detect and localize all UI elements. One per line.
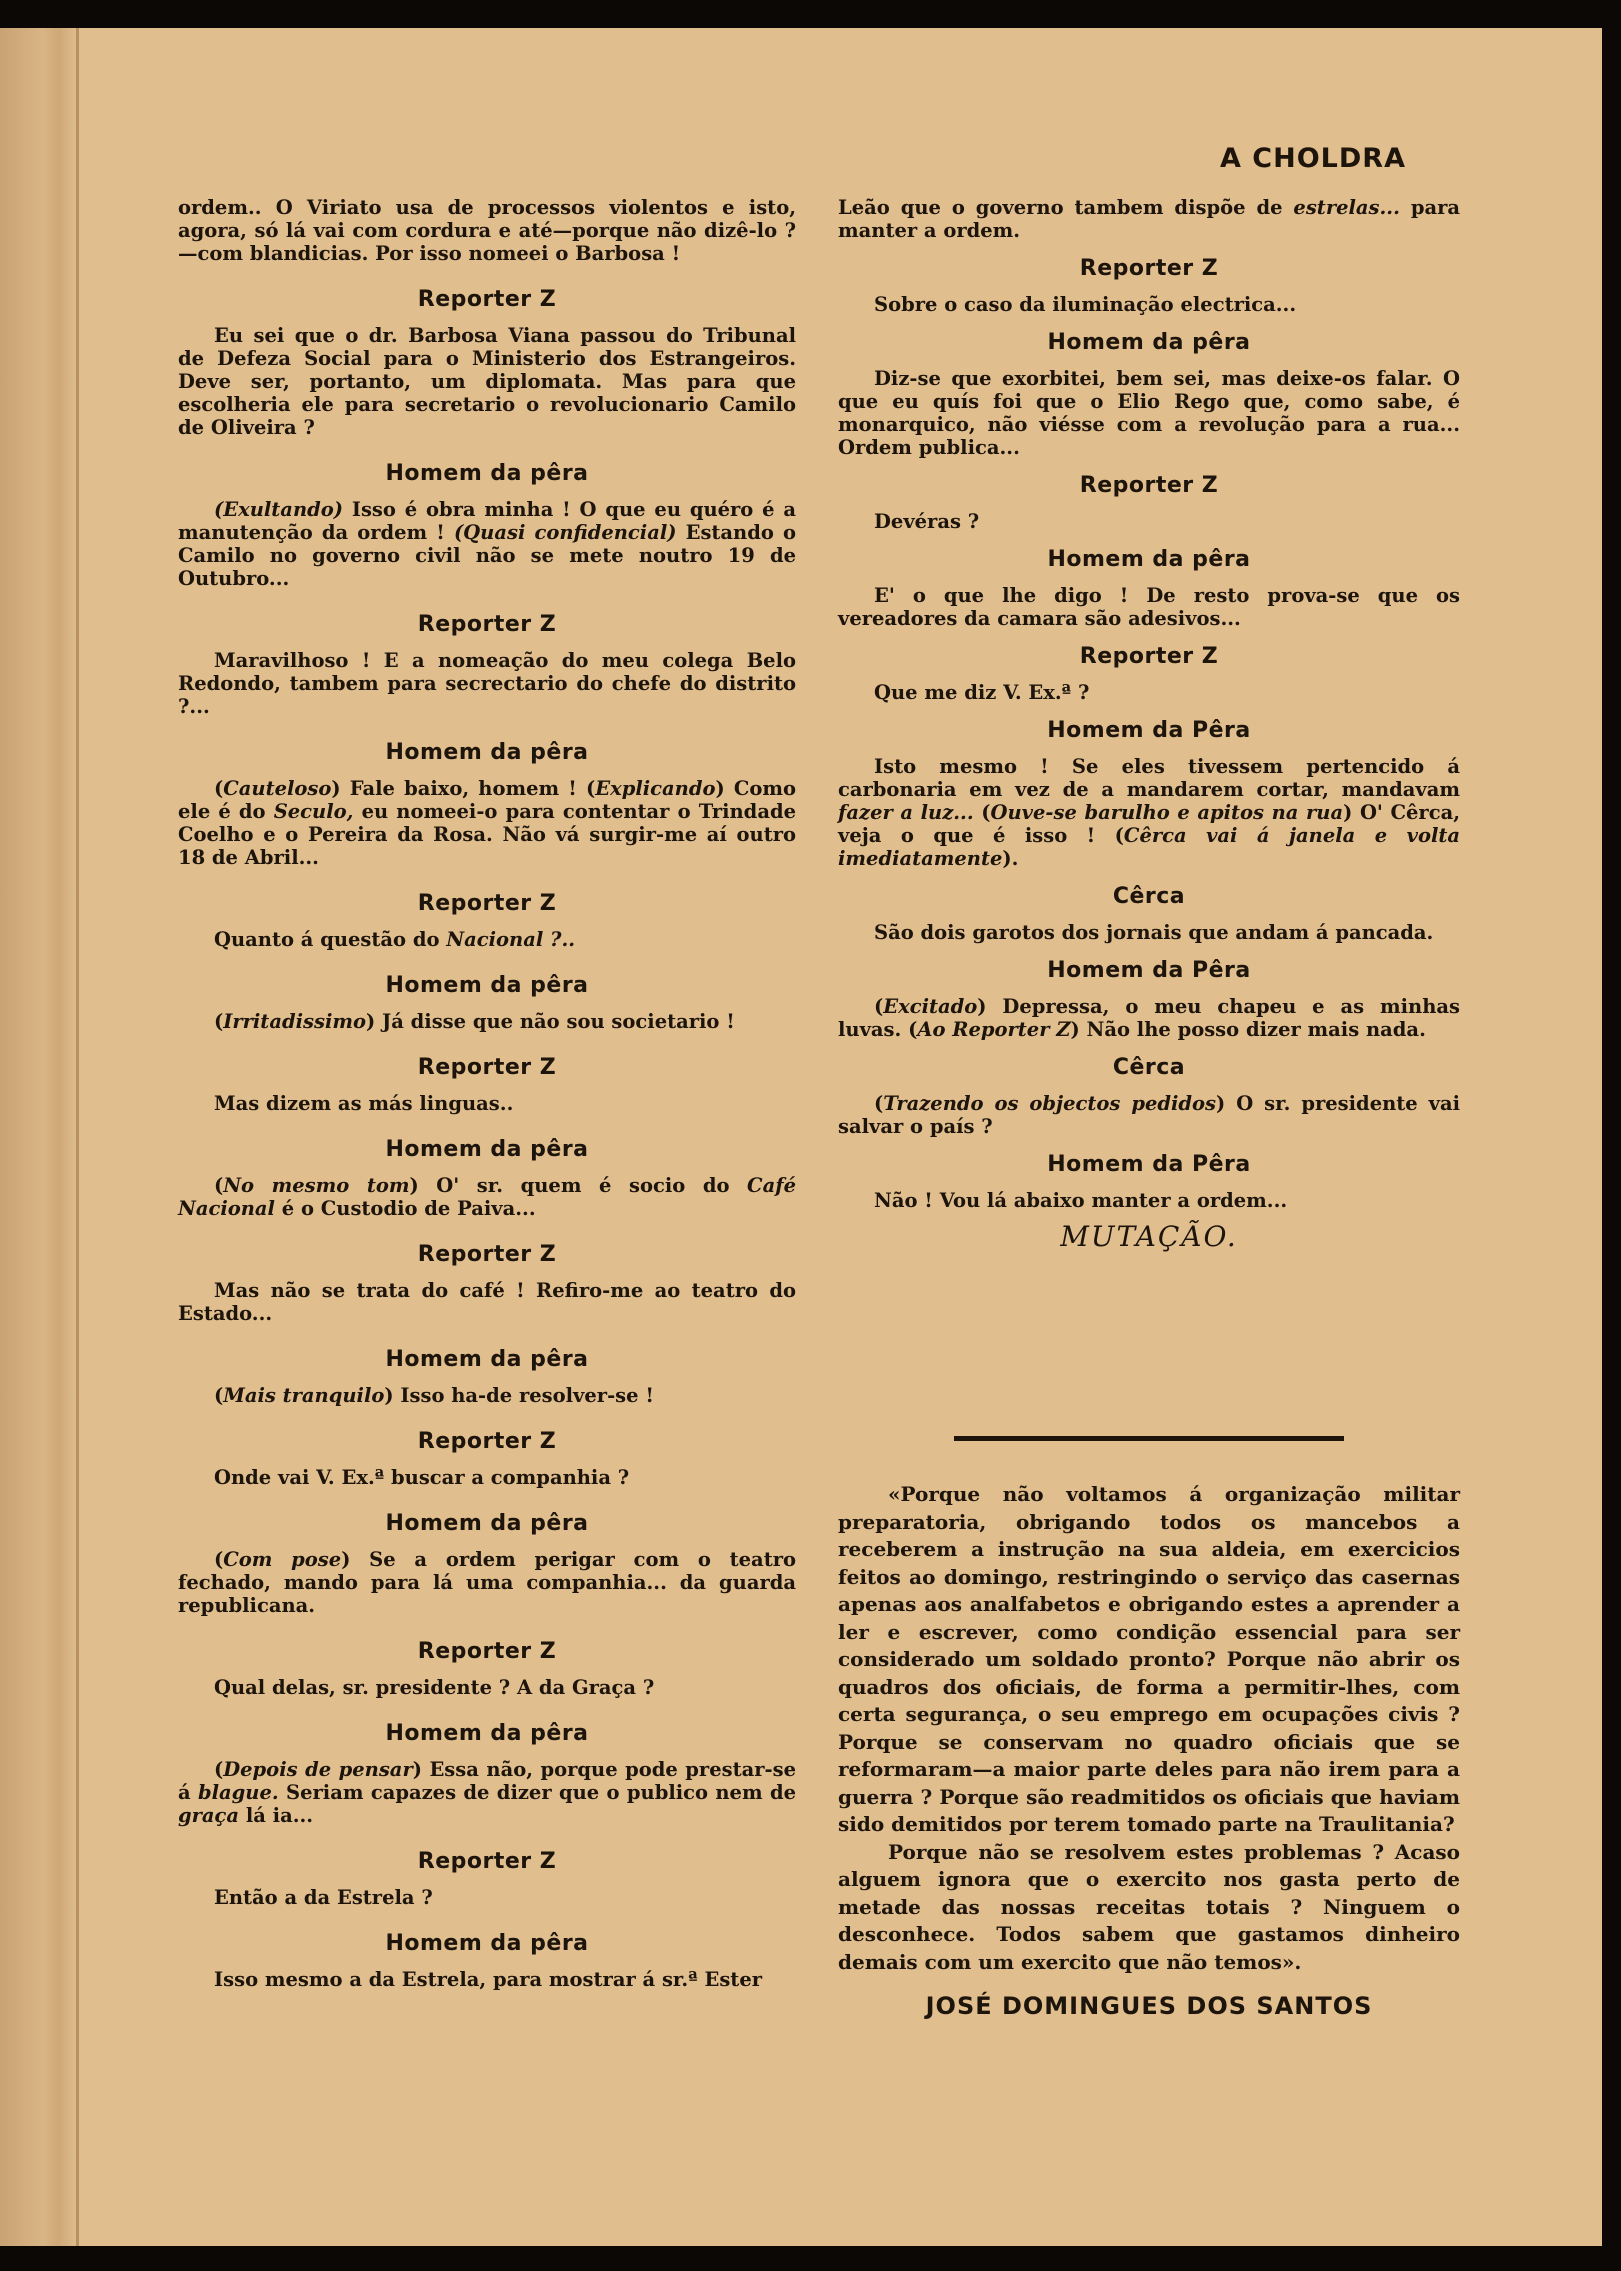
dialogue-text: ) Fale baixo, homem ! ( xyxy=(331,777,596,800)
dialogue-text: Quanto á questão do xyxy=(214,928,447,951)
speaker-heading: Homem da pêra xyxy=(385,973,589,998)
dialogue-paragraph xyxy=(178,1676,796,1699)
dialogue-text: para manter a ordem. xyxy=(838,196,1461,242)
dialogue-paragraph xyxy=(838,584,1460,630)
dialogue-paragraph xyxy=(178,324,796,439)
dialogue-paragraph xyxy=(838,995,1460,1041)
dialogue-text: Que me diz V. Ex.ª ? xyxy=(874,681,1090,704)
stage-direction: Mais tranquilo xyxy=(223,1384,385,1407)
dialogue-text: ) Isso ha-de resolver-se ! xyxy=(384,1384,654,1407)
stage-direction: blague. xyxy=(198,1781,279,1804)
dialogue-text: Não ! Vou lá abaixo manter a ordem... xyxy=(874,1189,1288,1212)
stage-direction: Depois de pensar xyxy=(223,1758,413,1781)
newspaper-page xyxy=(0,28,1602,2246)
dialogue-paragraph xyxy=(838,1092,1460,1138)
spine-divider xyxy=(76,28,79,2246)
dialogue-paragraph xyxy=(838,755,1460,870)
stage-direction: Ouve-se barulho e apitos na rua xyxy=(990,801,1344,824)
dialogue-text: ( xyxy=(874,1092,884,1115)
dialogue-paragraph xyxy=(838,921,1460,944)
speaker-heading: Homem da pêra xyxy=(1047,547,1251,572)
article-paragraph: Porque não se resolvem estes problemas ? Acaso alguem ignora que o exercito nos gasta perto de metade das nossas receitas totais ? Ninguem o desconhece. Todos sabem que gastamos dinheiro demais com um exercito que não temos». xyxy=(838,1839,1460,1974)
dialogue-text: Leão que o governo tambem dispõe de xyxy=(838,196,1294,219)
dialogue-text: ) Depressa, o meu chapeu e as minhas luvas. ( xyxy=(838,995,1460,1041)
speaker-heading: Homem da pêra xyxy=(385,740,589,765)
dialogue-text: Eu sei que o dr. Barbosa Viana passou do Tribunal de Defeza Social para o Ministerio dos Estrangeiros. Deve ser, portanto, um diplomata. Mas para que escolheria ele para secretario o revolucionario Camilo de Oliveira ? xyxy=(178,324,796,439)
dialogue-paragraph xyxy=(178,1886,796,1909)
dialogue-paragraph xyxy=(178,1174,796,1220)
dialogue-text: Isto mesmo ! Se eles tivessem pertencido á carbonaria em vez de a mandarem cortar, mandavam xyxy=(838,755,1460,801)
dialogue-paragraph xyxy=(178,1384,796,1407)
dialogue-text: é o Custodio de Paiva... xyxy=(274,1197,536,1220)
dialogue-text: Devéras ? xyxy=(874,510,980,533)
dialogue-paragraph xyxy=(178,1548,796,1617)
stage-direction: Excitado xyxy=(883,995,978,1018)
stage-direction: (Quasi confidencial) xyxy=(453,521,677,544)
stage-direction: Com pose xyxy=(223,1548,342,1571)
dialogue-text: ( xyxy=(214,1548,224,1571)
stage-direction: Explicando xyxy=(595,777,716,800)
speaker-heading: Reporter Z xyxy=(417,612,557,637)
dialogue-paragraph xyxy=(178,777,796,869)
speaker-heading: Homem da pêra xyxy=(385,1347,589,1372)
speaker-heading: Homem da pêra xyxy=(1047,330,1251,355)
dialogue-text: Seriam capazes de dizer que o publico nem de xyxy=(278,1781,796,1804)
dialogue-paragraph xyxy=(178,649,796,718)
stage-direction: graça xyxy=(178,1804,240,1827)
dialogue-text: ( xyxy=(214,1010,224,1033)
stage-direction: Ao Reporter Z xyxy=(917,1018,1071,1041)
stage-direction: Irritadissimo xyxy=(223,1010,366,1033)
speaker-heading: Reporter Z xyxy=(417,891,557,916)
dialogue-text: ( xyxy=(214,1384,224,1407)
speaker-heading: Reporter Z xyxy=(417,1639,557,1664)
speaker-heading: Reporter Z xyxy=(417,1849,557,1874)
speaker-heading: Cêrca xyxy=(1112,1055,1186,1080)
dialogue-text: lá ia... xyxy=(239,1804,314,1827)
page-spine xyxy=(0,28,78,2246)
dialogue-paragraph xyxy=(838,1189,1460,1212)
dialogue-text: Sobre o caso da iluminação electrica... xyxy=(874,293,1297,316)
stage-direction: fazer a luz... xyxy=(838,801,974,824)
dialogue-text: Isso mesmo a da Estrela, para mostrar á sr.ª Ester xyxy=(214,1968,762,1991)
scene-change: MUTAÇÃO. xyxy=(1060,1220,1238,1253)
stage-direction: Nacional ?.. xyxy=(446,928,576,951)
right-column xyxy=(838,196,1460,1253)
dialogue-text: Isso é obra minha ! O que eu quéro é a manutenção da ordem ! xyxy=(178,498,796,544)
stage-direction: estrelas... xyxy=(1293,196,1400,219)
dialogue-paragraph xyxy=(838,367,1460,459)
dialogue-text: ). xyxy=(1002,847,1019,870)
dialogue-text: ) Essa não, porque pode prestar-se á xyxy=(178,1758,796,1804)
dialogue-paragraph xyxy=(838,681,1460,704)
dialogue-paragraph xyxy=(178,1092,796,1115)
dialogue-text: Diz-se que exorbitei, bem sei, mas deixe-os falar. O que eu quís foi que o Elio Rego que, como sabe, é monarquico, não viésse com a revolução para a rua... Ordem publica... xyxy=(838,367,1460,459)
speaker-heading: Reporter Z xyxy=(417,1242,557,1267)
speaker-heading: Homem da pêra xyxy=(385,1931,589,1956)
section-rule xyxy=(954,1436,1344,1441)
dialogue-text: E' o que lhe digo ! De resto prova-se que os vereadores da camara são adesivos... xyxy=(838,584,1460,630)
speaker-heading: Reporter Z xyxy=(417,1055,557,1080)
dialogue-paragraph xyxy=(178,928,796,951)
running-head: A CHOLDRA xyxy=(1220,143,1406,174)
dialogue-text: ) O sr. presidente vai salvar o país ? xyxy=(838,1092,1461,1138)
dialogue-text: ( xyxy=(874,995,884,1018)
article-signature: JOSÉ DOMINGUES DOS SANTOS xyxy=(925,1992,1373,2020)
dialogue-text: ) O' Cêrca, veja o que é isso ! ( xyxy=(838,801,1460,847)
dialogue-text: ) Já disse que não sou societario ! xyxy=(366,1010,735,1033)
speaker-heading: Cêrca xyxy=(1112,884,1186,909)
stage-direction: (Exultando) xyxy=(214,498,343,521)
speaker-heading: Homem da pêra xyxy=(385,1721,589,1746)
dialogue-paragraph xyxy=(838,293,1460,316)
stage-direction: Cêrca vai á janela e volta imediatamente xyxy=(838,824,1460,870)
dialogue-text: Mas dizem as más linguas.. xyxy=(214,1092,514,1115)
speaker-heading: Homem da Pêra xyxy=(1047,718,1251,743)
stage-direction: No mesmo tom xyxy=(223,1174,410,1197)
stage-direction: Seculo, xyxy=(273,800,354,823)
dialogue-text: ordem.. O Viriato usa de processos violentos e isto, agora, só lá vai com cordura e até—porque não dizê-lo ?—com blandicias. Por isso nomeei o Barbosa ! xyxy=(178,196,796,265)
speaker-heading: Reporter Z xyxy=(1079,256,1219,281)
dialogue-text: Qual delas, sr. presidente ? A da Graça ? xyxy=(214,1676,655,1699)
speaker-heading: Homem da pêra xyxy=(385,1137,589,1162)
dialogue-text: ( xyxy=(973,801,991,824)
article-paragraph: «Porque não voltamos á organização militar preparatoria, obrigando todos os mancebos a receberem a instrução na sua aldeia, em exercicios feitos ao domingo, restringindo o serviço das casernas apenas aos analfabetos e obrigando estes a aprender a ler e escrever, como condição essencial para ser considerado um soldado pronto? Porque não abrir os quadros dos oficiais, de forma a permitir-lhes, com certa segurança, o seu emprego em ocupações civis ? Porque se conservam no quadro oficiais que se reformaram—a maior parte deles para não irem para a guerra ? Porque são readmitidos os oficiais que haviam sido demitidos por terem tomado parte na Traulitania? xyxy=(838,1482,1460,1836)
speaker-heading: Reporter Z xyxy=(417,287,557,312)
dialogue-text: ( xyxy=(214,1174,224,1197)
dialogue-text: ( xyxy=(214,777,224,800)
stage-direction: Cauteloso xyxy=(223,777,332,800)
speaker-heading: Reporter Z xyxy=(1079,473,1219,498)
dialogue-text: ) O' sr. quem é socio do xyxy=(409,1174,748,1197)
dialogue-paragraph xyxy=(178,1758,796,1827)
dialogue-text: Estando o Camilo no governo civil não se mete noutro 19 de Outubro... xyxy=(178,521,796,590)
dialogue-paragraph xyxy=(178,196,796,265)
dialogue-paragraph xyxy=(178,1968,796,1991)
speaker-heading: Reporter Z xyxy=(417,1429,557,1454)
dialogue-paragraph xyxy=(838,510,1460,533)
dialogue-text: ) Como ele é do xyxy=(178,777,796,823)
speaker-heading: Homem da Pêra xyxy=(1047,1152,1251,1177)
dialogue-text: Onde vai V. Ex.ª buscar a companhia ? xyxy=(214,1466,630,1489)
dialogue-paragraph xyxy=(838,196,1460,242)
dialogue-paragraph xyxy=(178,1466,796,1489)
speaker-heading: Homem da pêra xyxy=(385,461,589,486)
dialogue-text: ) Não lhe posso dizer mais nada. xyxy=(1070,1018,1426,1041)
dialogue-text: Mas não se trata do café ! Refiro-me ao teatro do Estado... xyxy=(178,1279,796,1325)
dialogue-text: ) Se a ordem perigar com o teatro fechado, mando para lá uma companhia... da guarda republicana. xyxy=(178,1548,796,1617)
dialogue-text: Maravilhoso ! E a nomeação do meu colega Belo Redondo, tambem para secrectario do chefe do distrito ?... xyxy=(178,649,796,718)
dialogue-paragraph xyxy=(178,1279,796,1325)
speaker-heading: Homem da pêra xyxy=(385,1511,589,1536)
article-block xyxy=(838,1436,1460,2020)
dialogue-text: Então a da Estrela ? xyxy=(214,1886,433,1909)
speaker-heading: Reporter Z xyxy=(1079,644,1219,669)
left-column xyxy=(178,196,796,1991)
dialogue-text: eu nomeei-o para contentar o Trindade Coelho e o Pereira da Rosa. Não vá surgir-me aí outro 18 de Abril... xyxy=(178,800,796,869)
dialogue-text: ( xyxy=(214,1758,224,1781)
dialogue-paragraph xyxy=(178,498,796,590)
dialogue-paragraph xyxy=(178,1010,796,1033)
speaker-heading: Homem da Pêra xyxy=(1047,958,1251,983)
dialogue-text: São dois garotos dos jornais que andam á pancada. xyxy=(874,921,1434,944)
stage-direction: Café Nacional xyxy=(178,1174,796,1220)
stage-direction: Trazendo os objectos pedidos xyxy=(883,1092,1217,1115)
